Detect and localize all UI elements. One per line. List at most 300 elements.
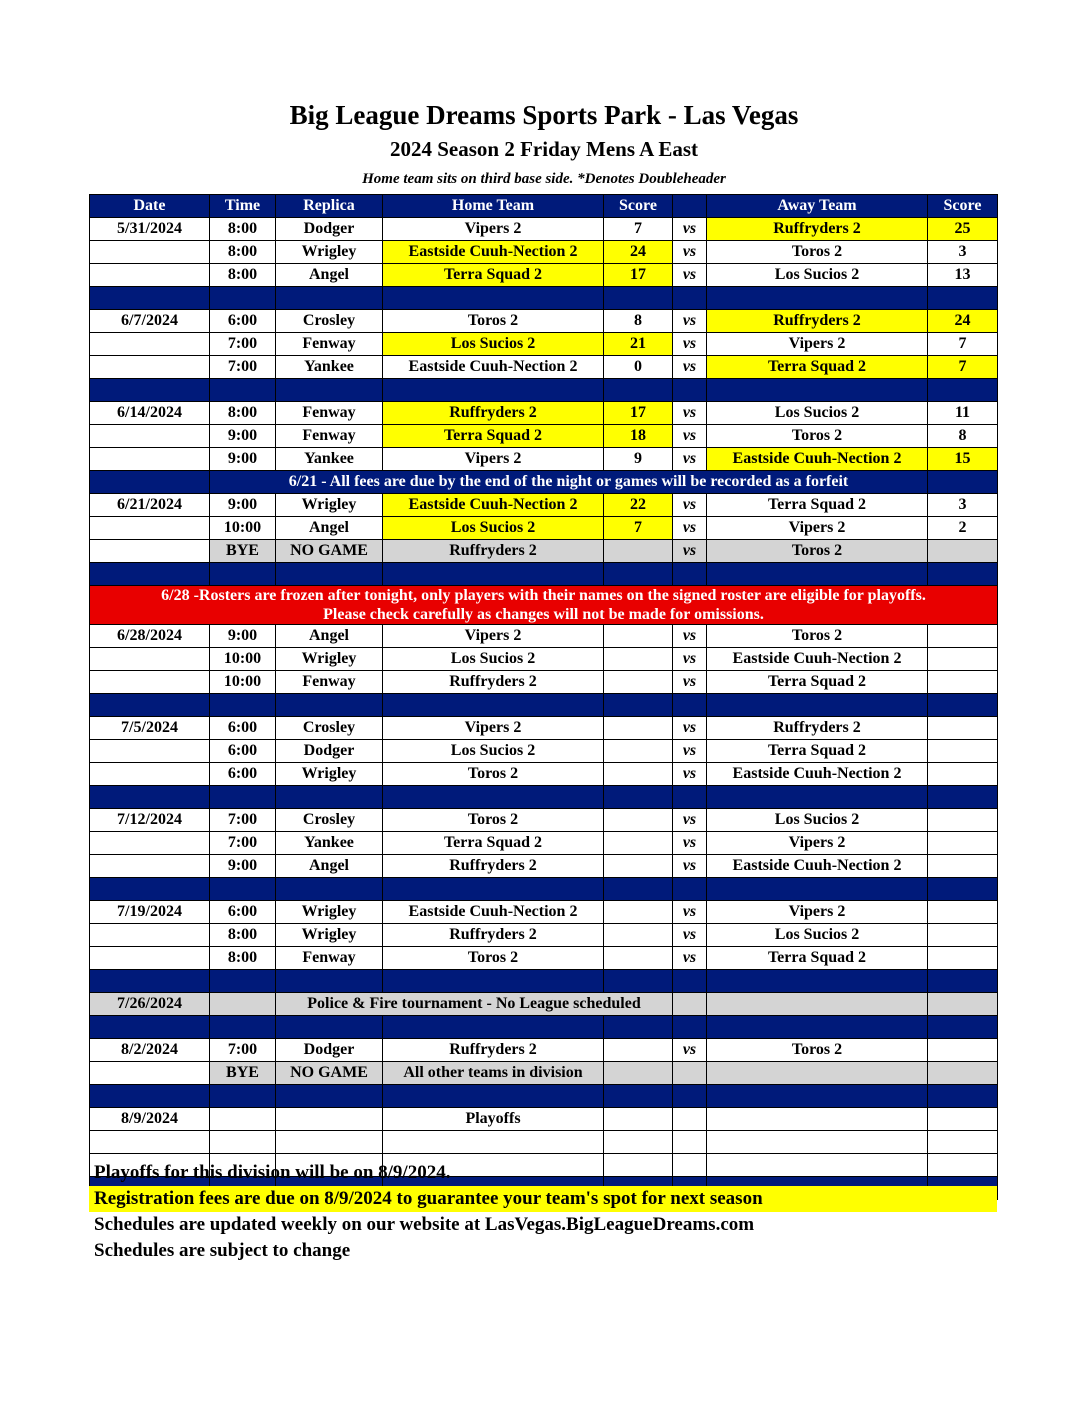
away-team: Eastside Cuuh-Nection 2 <box>707 448 928 471</box>
roster-alert-line2: Please check carefully as changes will not be made for omissions. <box>323 606 764 623</box>
game-field: Yankee <box>276 448 383 471</box>
game-field: Angel <box>276 855 383 878</box>
game-row <box>90 310 998 333</box>
game-row <box>90 1108 998 1131</box>
home-team: Los Sucios 2 <box>383 517 604 540</box>
separator-row <box>90 287 998 310</box>
home-team: Terra Squad 2 <box>383 832 604 855</box>
home-score <box>604 717 673 740</box>
game-row <box>90 924 998 947</box>
game-time: 6:00 <box>210 310 276 333</box>
game-field: Wrigley <box>276 494 383 517</box>
separator-cell <box>673 970 707 993</box>
vs-label: vs <box>673 809 707 832</box>
home-team: Playoffs <box>383 1108 604 1131</box>
separator-row <box>90 878 998 901</box>
notice-text: Police & Fire tournament - No League scheduled <box>276 993 673 1016</box>
home-team: Ruffryders 2 <box>383 402 604 425</box>
fees-banner-row <box>90 471 998 494</box>
vs-label: vs <box>673 356 707 379</box>
away-team: Los Sucios 2 <box>707 402 928 425</box>
home-score: 7 <box>604 218 673 241</box>
separator-cell <box>673 1016 707 1039</box>
separator-cell <box>383 1085 604 1108</box>
game-row <box>90 740 998 763</box>
game-time: 9:00 <box>210 625 276 648</box>
game-field: NO GAME <box>276 1062 383 1085</box>
vs-label: vs <box>673 717 707 740</box>
separator-cell <box>210 694 276 717</box>
separator-cell <box>928 786 998 809</box>
game-date: 7/5/2024 <box>90 717 210 740</box>
away-team: Vipers 2 <box>707 832 928 855</box>
away-team: Terra Squad 2 <box>707 671 928 694</box>
game-row <box>90 1039 998 1062</box>
home-score: 17 <box>604 402 673 425</box>
game-time: 8:00 <box>210 241 276 264</box>
away-team: Toros 2 <box>707 1039 928 1062</box>
game-field <box>276 1108 383 1131</box>
game-date <box>90 648 210 671</box>
separator-cell <box>928 1016 998 1039</box>
vs-label: vs <box>673 625 707 648</box>
separator-cell <box>383 563 604 586</box>
separator-cell <box>276 1016 383 1039</box>
home-score <box>604 763 673 786</box>
away-score <box>928 855 998 878</box>
separator-row <box>90 970 998 993</box>
page-subtitle: 2024 Season 2 Friday Mens A East <box>389 137 699 161</box>
away-score <box>928 832 998 855</box>
game-time: 7:00 <box>210 832 276 855</box>
game-date <box>90 425 210 448</box>
away-team: Toros 2 <box>707 241 928 264</box>
away-team <box>707 1131 928 1154</box>
vs-label: vs <box>673 494 707 517</box>
schedule-table <box>89 194 998 1200</box>
game-time: 8:00 <box>210 947 276 970</box>
home-score <box>604 947 673 970</box>
game-date <box>90 356 210 379</box>
home-team: Toros 2 <box>383 809 604 832</box>
separator-cell <box>90 563 210 586</box>
vs-label: vs <box>673 425 707 448</box>
separator-row <box>90 379 998 402</box>
separator-cell <box>673 694 707 717</box>
game-field: Wrigley <box>276 924 383 947</box>
away-score <box>928 947 998 970</box>
game-date: 8/9/2024 <box>90 1108 210 1131</box>
away-score: 13 <box>928 264 998 287</box>
separator-row <box>90 563 998 586</box>
separator-cell <box>276 563 383 586</box>
game-date <box>90 947 210 970</box>
vs-label: vs <box>673 310 707 333</box>
footer-registration-note: Registration fees are due on 8/9/2024 to guarantee your team's spot for next season <box>89 1186 997 1212</box>
separator-row <box>90 1016 998 1039</box>
game-date <box>90 333 210 356</box>
separator-cell <box>90 878 210 901</box>
game-date: 6/28/2024 <box>90 625 210 648</box>
home-team: Ruffryders 2 <box>383 924 604 947</box>
home-team: Los Sucios 2 <box>383 333 604 356</box>
separator-cell <box>604 1016 673 1039</box>
home-team: Vipers 2 <box>383 717 604 740</box>
separator-cell <box>383 1016 604 1039</box>
game-date: 7/19/2024 <box>90 901 210 924</box>
away-team: Vipers 2 <box>707 901 928 924</box>
roster-alert-line1: 6/28 -Rosters are frozen after tonight, only players with their names on the signed roster are eligible for playoffs. <box>161 587 926 604</box>
vs-label: vs <box>673 855 707 878</box>
separator-cell <box>383 379 604 402</box>
away-score: 25 <box>928 218 998 241</box>
home-team: Ruffryders 2 <box>383 540 604 563</box>
game-date <box>90 517 210 540</box>
separator-cell <box>276 1085 383 1108</box>
home-score <box>604 625 673 648</box>
away-team <box>707 1108 928 1131</box>
home-score: 18 <box>604 425 673 448</box>
home-score <box>604 540 673 563</box>
separator-cell <box>90 786 210 809</box>
game-row <box>90 717 998 740</box>
away-score <box>928 1039 998 1062</box>
game-time: 9:00 <box>210 494 276 517</box>
game-field: Angel <box>276 625 383 648</box>
home-team: Eastside Cuuh-Nection 2 <box>383 494 604 517</box>
game-row <box>90 671 998 694</box>
game-date: 8/2/2024 <box>90 1039 210 1062</box>
home-score <box>604 740 673 763</box>
game-field: Fenway <box>276 333 383 356</box>
away-score: 3 <box>928 241 998 264</box>
away-team: Terra Squad 2 <box>707 947 928 970</box>
game-row <box>90 425 998 448</box>
home-team: Vipers 2 <box>383 625 604 648</box>
home-score <box>604 809 673 832</box>
game-time: BYE <box>210 540 276 563</box>
game-date <box>90 671 210 694</box>
home-score <box>604 671 673 694</box>
game-time: 8:00 <box>210 218 276 241</box>
game-row <box>90 1131 998 1154</box>
separator-cell <box>90 970 210 993</box>
home-team: Ruffryders 2 <box>383 671 604 694</box>
game-field: Angel <box>276 517 383 540</box>
game-time: 9:00 <box>210 855 276 878</box>
separator-cell <box>673 563 707 586</box>
away-team: Terra Squad 2 <box>707 740 928 763</box>
separator-cell <box>707 287 928 310</box>
vs-label: vs <box>673 740 707 763</box>
separator-cell <box>276 970 383 993</box>
game-time: 8:00 <box>210 264 276 287</box>
separator-cell <box>276 694 383 717</box>
vs-label: vs <box>673 671 707 694</box>
away-score <box>928 1131 998 1154</box>
game-date <box>90 264 210 287</box>
away-team: Los Sucios 2 <box>707 809 928 832</box>
away-score <box>928 1062 998 1085</box>
separator-cell <box>604 1085 673 1108</box>
home-score: 17 <box>604 264 673 287</box>
home-team: Los Sucios 2 <box>383 740 604 763</box>
game-date <box>90 1131 210 1154</box>
game-time: 9:00 <box>210 425 276 448</box>
game-row <box>90 832 998 855</box>
game-field: Crosley <box>276 310 383 333</box>
away-team: Vipers 2 <box>707 517 928 540</box>
game-field: Wrigley <box>276 763 383 786</box>
separator-cell <box>673 1085 707 1108</box>
bye-row <box>90 540 998 563</box>
home-team: Los Sucios 2 <box>383 648 604 671</box>
game-field: Fenway <box>276 402 383 425</box>
game-date <box>90 763 210 786</box>
vs-label: vs <box>673 402 707 425</box>
game-field: Wrigley <box>276 648 383 671</box>
separator-cell <box>383 287 604 310</box>
separator-cell <box>928 563 998 586</box>
col-time-header: Time <box>210 195 276 218</box>
game-field: Dodger <box>276 218 383 241</box>
game-time: 6:00 <box>210 740 276 763</box>
game-time: 10:00 <box>210 517 276 540</box>
game-date <box>90 448 210 471</box>
separator-cell <box>673 379 707 402</box>
separator-cell <box>928 694 998 717</box>
game-time <box>210 1108 276 1131</box>
home-team: Terra Squad 2 <box>383 425 604 448</box>
away-team: Terra Squad 2 <box>707 494 928 517</box>
separator-cell <box>383 878 604 901</box>
game-date <box>90 832 210 855</box>
home-score: 8 <box>604 310 673 333</box>
game-row <box>90 218 998 241</box>
vs-label: vs <box>673 648 707 671</box>
vs-label: vs <box>673 1039 707 1062</box>
col-away-score-header: Score <box>928 195 998 218</box>
game-field: Yankee <box>276 356 383 379</box>
vs-label: vs <box>673 832 707 855</box>
game-date: 7/12/2024 <box>90 809 210 832</box>
away-score <box>928 671 998 694</box>
away-score <box>928 625 998 648</box>
home-score <box>604 901 673 924</box>
separator-cell <box>210 878 276 901</box>
home-team: Eastside Cuuh-Nection 2 <box>383 241 604 264</box>
home-score <box>604 832 673 855</box>
game-row <box>90 448 998 471</box>
home-team: Terra Squad 2 <box>383 264 604 287</box>
game-time: 8:00 <box>210 924 276 947</box>
game-date: 5/31/2024 <box>90 218 210 241</box>
home-score: 22 <box>604 494 673 517</box>
away-score <box>928 740 998 763</box>
away-team: Toros 2 <box>707 625 928 648</box>
away-score: 24 <box>928 310 998 333</box>
separator-cell <box>928 379 998 402</box>
header-row <box>90 195 998 218</box>
home-team: Toros 2 <box>383 947 604 970</box>
vs-label: vs <box>673 947 707 970</box>
footer-website-note: Schedules are updated weekly on our website at LasVegas.BigLeagueDreams.com <box>94 1214 755 1235</box>
game-row <box>90 855 998 878</box>
home-score: 0 <box>604 356 673 379</box>
empty-cell <box>673 993 707 1016</box>
separator-cell <box>210 379 276 402</box>
vs-label <box>673 1131 707 1154</box>
col-home-team-header: Home Team <box>383 195 604 218</box>
game-date: 6/21/2024 <box>90 494 210 517</box>
separator-cell <box>383 970 604 993</box>
game-field: Fenway <box>276 425 383 448</box>
separator-cell <box>383 786 604 809</box>
game-row <box>90 901 998 924</box>
home-score <box>604 855 673 878</box>
away-score: 7 <box>928 356 998 379</box>
game-row <box>90 264 998 287</box>
separator-cell <box>707 970 928 993</box>
home-score <box>604 648 673 671</box>
footer-playoffs-note: Playoffs for this division will be on 8/9/2024. <box>94 1162 451 1183</box>
away-team: Terra Squad 2 <box>707 356 928 379</box>
home-score <box>604 1108 673 1131</box>
away-score: 3 <box>928 494 998 517</box>
game-time: 8:00 <box>210 402 276 425</box>
game-row <box>90 517 998 540</box>
away-score <box>928 717 998 740</box>
home-team-note: Home team sits on third base side. *Denotes Doubleheader <box>362 171 726 187</box>
game-time: BYE <box>210 1062 276 1085</box>
home-team: Eastside Cuuh-Nection 2 <box>383 356 604 379</box>
separator-cell <box>90 694 210 717</box>
game-field: NO GAME <box>276 540 383 563</box>
separator-cell <box>90 1085 210 1108</box>
separator-cell <box>90 287 210 310</box>
game-time: 10:00 <box>210 671 276 694</box>
vs-label: vs <box>673 540 707 563</box>
vs-label: vs <box>673 763 707 786</box>
away-score: 11 <box>928 402 998 425</box>
game-row <box>90 625 998 648</box>
away-score: 7 <box>928 333 998 356</box>
away-score: 2 <box>928 517 998 540</box>
game-field: Dodger <box>276 1039 383 1062</box>
col-home-score-header: Score <box>604 195 673 218</box>
roster-alert-row <box>90 586 998 625</box>
home-score <box>604 1131 673 1154</box>
home-score: 24 <box>604 241 673 264</box>
separator-cell <box>673 878 707 901</box>
away-team: Los Sucios 2 <box>707 264 928 287</box>
home-team: Toros 2 <box>383 763 604 786</box>
vs-label <box>673 1108 707 1131</box>
game-time: 6:00 <box>210 717 276 740</box>
separator-cell <box>210 1085 276 1108</box>
separator-cell <box>604 786 673 809</box>
separator-cell <box>928 970 998 993</box>
vs-label: vs <box>673 517 707 540</box>
col-replica-header: Replica <box>276 195 383 218</box>
game-date <box>90 540 210 563</box>
game-time: 7:00 <box>210 1039 276 1062</box>
game-date: 7/26/2024 <box>90 993 210 1016</box>
separator-cell <box>276 287 383 310</box>
game-time: 7:00 <box>210 333 276 356</box>
page-title: Big League Dreams Sports Park - Las Vegas <box>289 100 799 130</box>
away-score <box>928 763 998 786</box>
vs-label <box>673 1062 707 1085</box>
separator-cell <box>210 1016 276 1039</box>
away-team: Ruffryders 2 <box>707 717 928 740</box>
game-date <box>90 740 210 763</box>
separator-cell <box>707 379 928 402</box>
home-score <box>604 1062 673 1085</box>
separator-cell <box>673 287 707 310</box>
col-away-team-header: Away Team <box>707 195 928 218</box>
away-team: Toros 2 <box>707 540 928 563</box>
away-team: Eastside Cuuh-Nection 2 <box>707 763 928 786</box>
separator-cell <box>604 287 673 310</box>
col-date-header: Date <box>90 195 210 218</box>
separator-cell <box>604 563 673 586</box>
fees-banner-text: 6/21 - All fees are due by the end of the night or games will be recorded as a forfeit <box>210 471 928 494</box>
game-time: 10:00 <box>210 648 276 671</box>
game-time: 7:00 <box>210 356 276 379</box>
home-team: All other teams in division <box>383 1062 604 1085</box>
separator-cell <box>928 287 998 310</box>
roster-alert <box>90 586 998 625</box>
game-row <box>90 333 998 356</box>
separator-cell <box>707 786 928 809</box>
home-score: 7 <box>604 517 673 540</box>
home-team: Eastside Cuuh-Nection 2 <box>383 901 604 924</box>
bye-row <box>90 1062 998 1085</box>
away-score <box>928 540 998 563</box>
away-score: 8 <box>928 425 998 448</box>
game-row <box>90 494 998 517</box>
game-field: Fenway <box>276 671 383 694</box>
game-date <box>90 924 210 947</box>
separator-cell <box>707 1085 928 1108</box>
vs-label: vs <box>673 924 707 947</box>
vs-label: vs <box>673 218 707 241</box>
home-team: Ruffryders 2 <box>383 855 604 878</box>
away-score <box>928 1108 998 1131</box>
separator-cell <box>604 970 673 993</box>
game-field: Fenway <box>276 947 383 970</box>
game-row <box>90 356 998 379</box>
vs-label: vs <box>673 241 707 264</box>
separator-cell <box>210 786 276 809</box>
separator-cell <box>276 786 383 809</box>
game-time <box>210 1131 276 1154</box>
game-field <box>276 1131 383 1154</box>
game-field: Yankee <box>276 832 383 855</box>
game-date <box>90 1062 210 1085</box>
notice-row <box>90 993 998 1016</box>
home-score: 9 <box>604 448 673 471</box>
home-team: Toros 2 <box>383 310 604 333</box>
away-score <box>928 648 998 671</box>
separator-cell <box>707 563 928 586</box>
game-row <box>90 648 998 671</box>
separator-cell <box>928 1085 998 1108</box>
footer-change-note: Schedules are subject to change <box>94 1240 351 1261</box>
game-date: 6/14/2024 <box>90 402 210 425</box>
away-score <box>928 901 998 924</box>
